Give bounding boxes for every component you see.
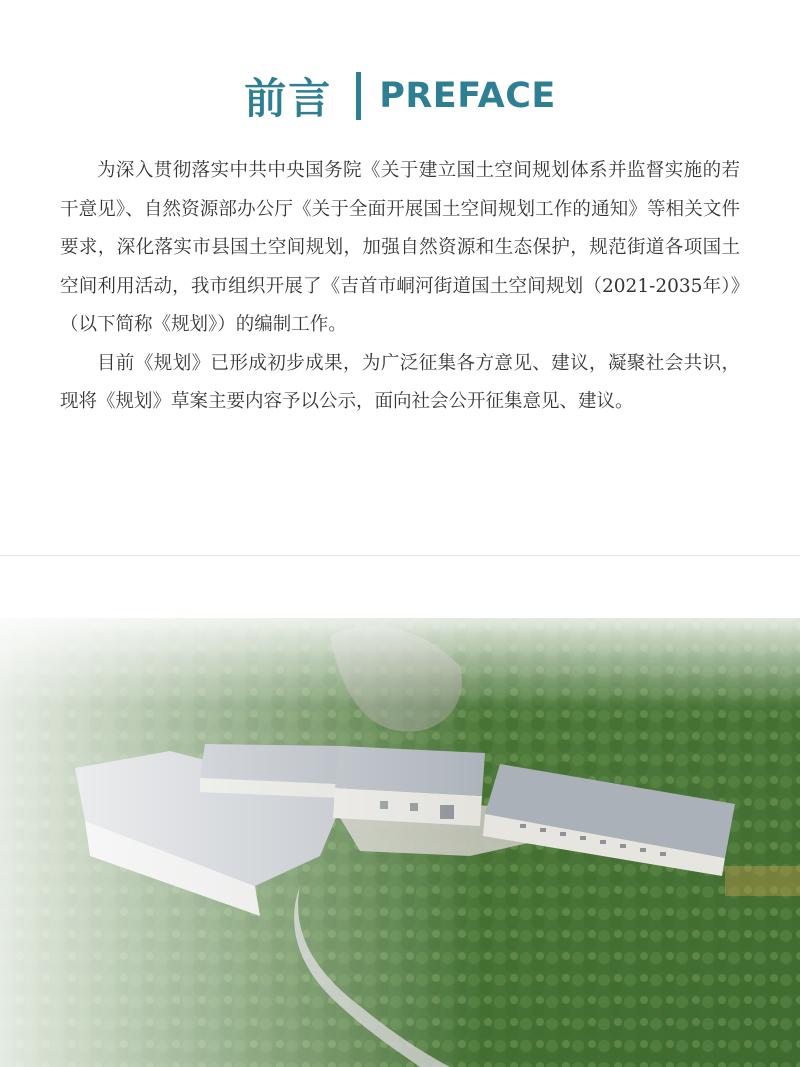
- aerial-photo: [0, 556, 800, 1067]
- title-divider: [356, 72, 361, 120]
- page-header: [0, 66, 800, 126]
- page-title-en: PREFACE: [379, 76, 556, 116]
- paragraph: 目前《规划》已形成初步成果，为广泛征集各方意见、建议，凝聚社会共识，现将《规划》草案主要内容予以公示，面向社会公开征集意见、建议。: [60, 352, 740, 412]
- page-title-cn: 前言: [244, 74, 333, 123]
- paragraph: 为深入贯彻落实中共中央国务院《关于建立国土空间规划体系并监督实施的若干意见》、自然资源部办公厅《关于全面开展国土空间规划工作的通知》等相关文件要求，深化落实市县国土空间规划，加强自然资源和生态保护，规范街道各项国土空间利用活动，我市组织开展了《吉首市峒河街道国土空间规划（2021-2035年）》（以下简称《规划》）的编制工作。: [60, 160, 740, 335]
- preface-body: [60, 152, 740, 422]
